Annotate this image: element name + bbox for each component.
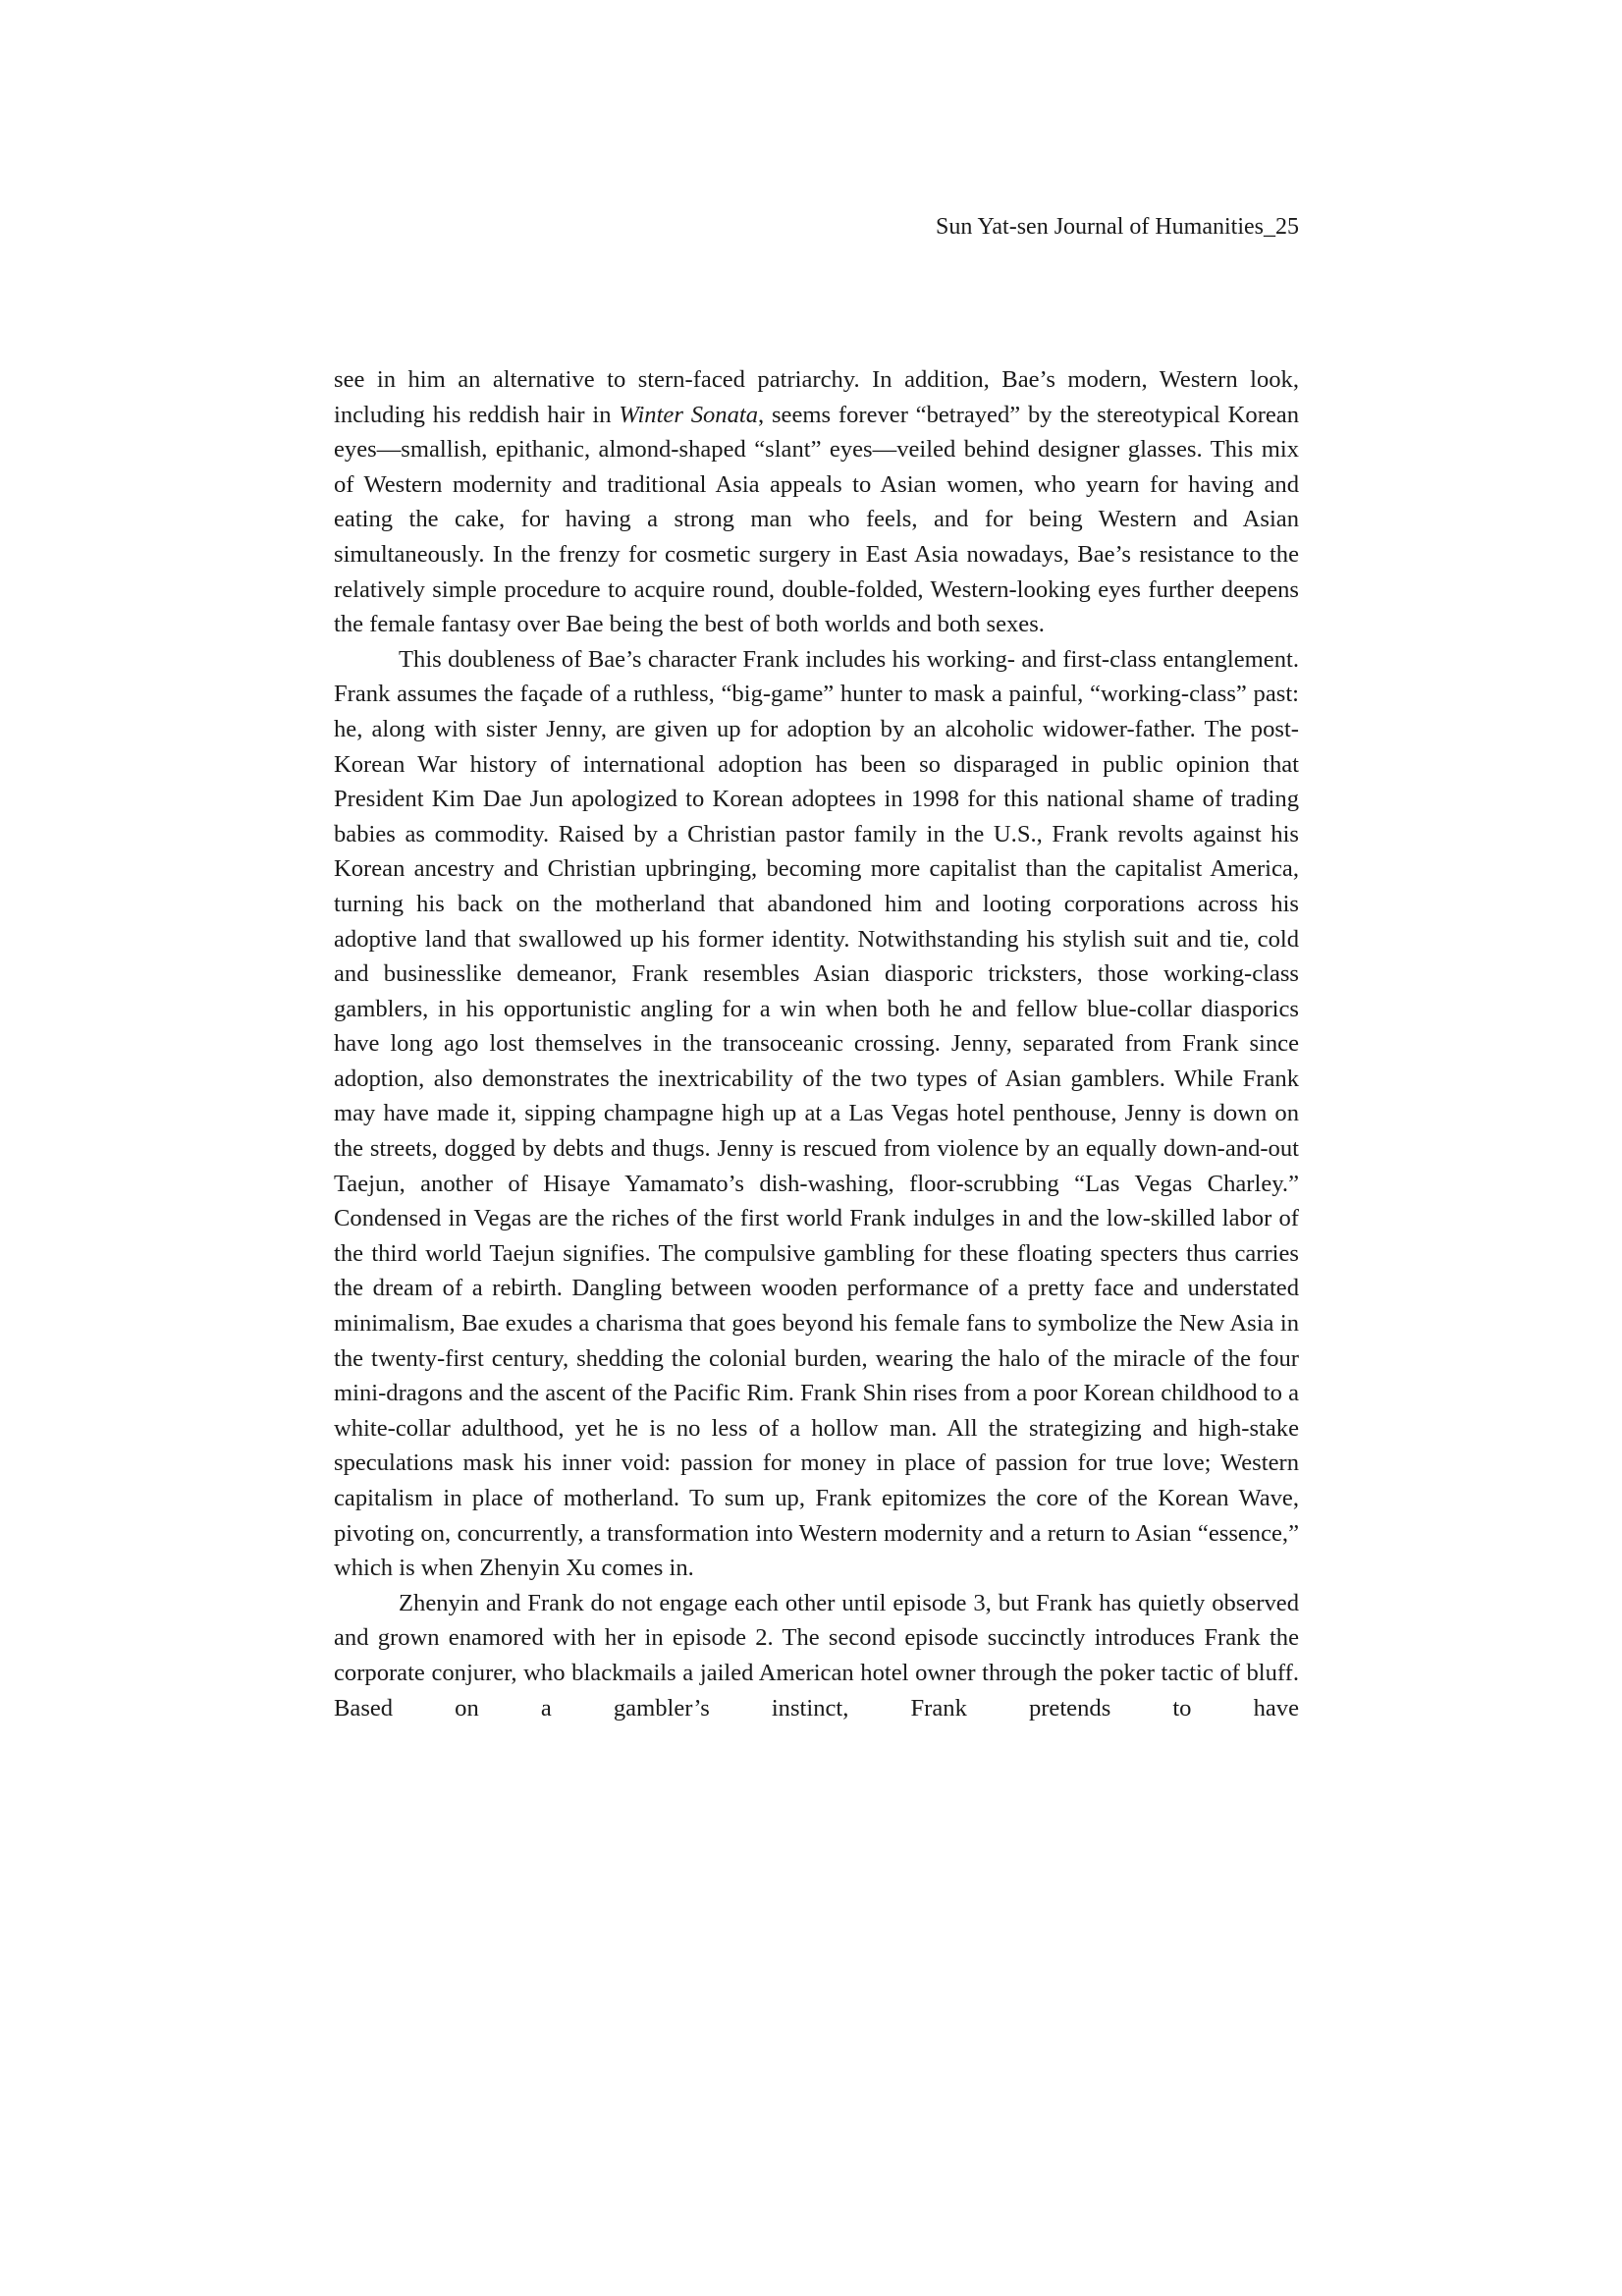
paragraph-1-text-a: see in him an alternative to stern-faced patriarchy. In addition, Bae’s modern, Western look, including his reddish hair in [334,366,1299,428]
paragraph-3: Zhenyin and Frank do not engage each other until episode 3, but Frank has quietly observed and grown enamored with her in episode 2. The second episode succinctly introduces Frank the corporate conjurer, who blackmails a jailed American hotel owner through the poker tactic of bluff. Based on a gambler’s instinct, Frank pretends to have [334,1589,1299,1722]
italic-title: Winter Sonata [619,401,759,428]
running-header: Sun Yat-sen Journal of Humanities_25 [936,214,1299,240]
article-body [334,362,1299,1725]
paragraph-1 [334,362,1299,642]
paragraph-1-text-b: , seems forever “betrayed” by the stereotypical Korean eyes—smallish, epithanic, almond-shaped “slant” eyes—veiled behind designer glasses. This mix of Western modernity and traditional Asia appeals to Asian women, who yearn for having and eating the cake, for having a strong man who feels, and for being Western and Asian simultaneously. In the frenzy for cosmetic surgery in East Asia nowadays, Bae’s resistance to the relatively simple procedure to acquire round, double-folded, Western-looking eyes further deepens the female fantasy over Bae being the best of both worlds and both sexes. [334,401,1300,638]
paragraph-2: This doubleness of Bae’s character Frank includes his working- and first-class entanglement. Frank assumes the façade of a ruthless, “big-game” hunter to mask a painful, “working-class” past: he, along with sister Jenny, are given up for adoption by an alcoholic widower-father. The post-Korean War history of international adoption has been so disparaged in public opinion that President Kim Dae Jun apologized to Korean adoptees in 1998 for this national shame of trading babies as commodity. Raised by a Christian pastor family in the U.S., Frank revolts against his Korean ancestry and Christian upbringing, becoming more capitalist than the capitalist America, turning his back on the motherland that abandoned him and looting corporations across his adoptive land that swallowed up his former identity. Notwithstanding his stylish suit and tie, cold and businesslike demeanor, Frank resembles Asian diasporic tricksters, those working-class gamblers, in his opportunistic angling for a win when both he and fellow blue-collar diasporics have long ago lost themselves in the transoceanic crossing. Jenny, separated from Frank since adoption, also demonstrates the inextricability of the two types of Asian gamblers. While Frank may have made it, sipping champagne high up at a Las Vegas hotel penthouse, Jenny is down on the streets, dogged by debts and thugs. Jenny is rescued from violence by an equally down-and-out Taejun, another of Hisaye Yamamato’s dish-washing, floor-scrubbing “Las Vegas Charley.” Condensed in Vegas are the riches of the first world Frank indulges in and the low-skilled labor of the third world Taejun signifies. The compulsive gambling for these floating specters thus carries the dream of a rebirth. Dangling between wooden performance of a pretty face and understated minimalism, Bae exudes a charisma that goes beyond his female fans to symbolize the New Asia in the twenty-first century, shedding the colonial burden, wearing the halo of the miracle of the four mini-dragons and the ascent of the Pacific Rim. Frank Shin rises from a poor Korean childhood to a white-collar adulthood, yet he is no less of a hollow man. All the strategizing and high-stake speculations mask his inner void: passion for money in place of passion for true love; Western capitalism in place of motherland. To sum up, Frank epitomizes the core of the Korean Wave, pivoting on, concurrently, a transformation into Western modernity and a return to Asian “essence,” which is when Zhenyin Xu comes in. [334,645,1299,1582]
